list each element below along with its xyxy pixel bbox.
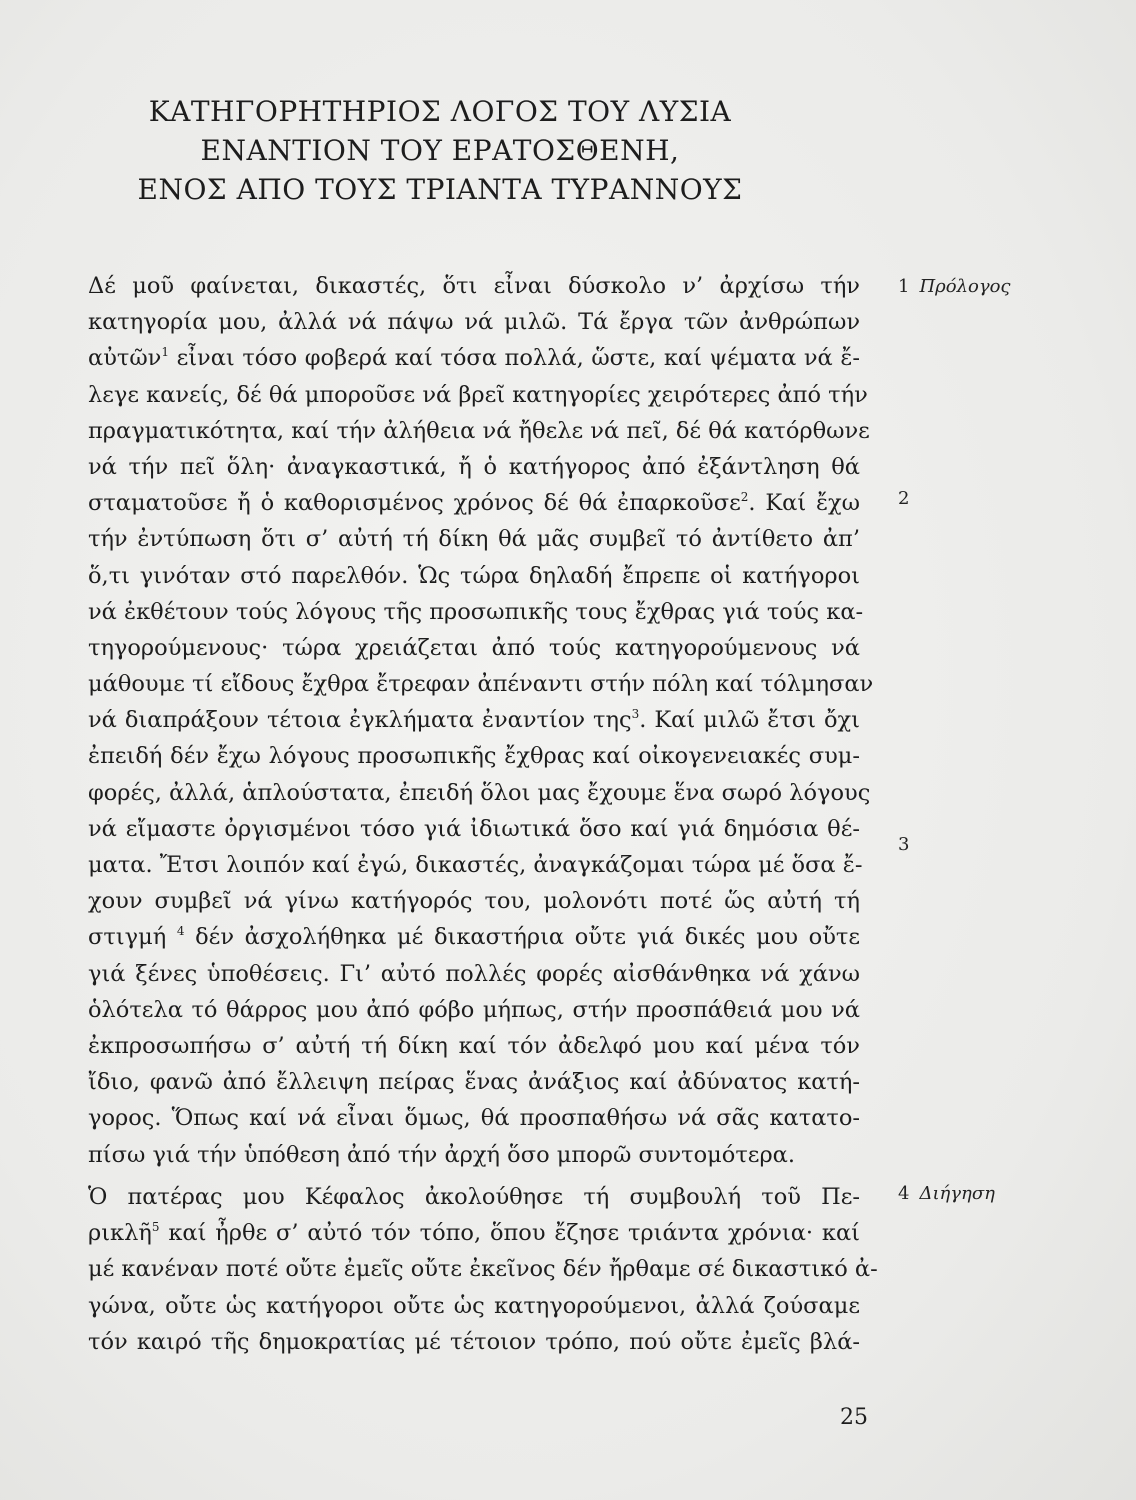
page-number: 25 [840,1405,868,1430]
margin-note-2 [898,488,909,509]
text-line: τήν ἐντύπωση ὅτι σ’ αὐτή τή δίκη θά μᾶς συμβεῖ τό ἀντίθετο ἀπ’ [88,526,860,553]
footnote-marker: 2 [740,490,749,505]
text-line: πίσω γιά τήν ὑπόθεση ἀπό τήν ἀρχή ὅσο μπορῶ συντομότερα. [88,1141,796,1168]
text-line: Ὁ πατέρας μου Κέφαλος ἀκολούθησε τή συμβουλή τοῦ Πε- [88,1184,860,1210]
speech-title [100,92,780,209]
paragraph-prologue [88,268,874,1173]
text-line: χουν συμβεῖ νά γίνω κατήγορός του, μολονότι ποτέ ὥς αὐτή τή [88,888,860,915]
text-line: νά διαπράξουν τέτοια ἐγκλήματα ἐναντίον της$^3$. Καί μιλῶ ἔτσι ὄχι [88,707,860,734]
text-line: σταματοῦσε ἤ ὁ καθορισμένος χρόνος δέ θά ἐπαρκοῦσε$^2$. Καί ἔχω [88,490,860,517]
section-label: Πρόλογος [919,276,1011,297]
text-line: ἴδιο, φανῶ ἀπό ἔλλειψη πείρας ἕνας ἀνάξιος καί ἀδύνατος κατή- [88,1069,860,1096]
text-line: ἐπειδή δέν ἔχω λόγους προσωπικῆς ἔχθρας καί οἰκογενειακές συμ- [88,743,860,770]
text-line: φορές, ἀλλά, ἁπλούστατα, ἐπειδή ὅλοι μας ἔχουμε ἕνα σωρό λόγους [88,779,871,806]
text-line: ἐκπροσωπήσω σ’ αὐτή τή δίκη καί τόν ἀδελφό μου καί μένα τόν [88,1032,860,1059]
text-line: ρικλῆ$^5$ καί ἦρθε σ’ αὐτό τόν τόπο, ὅπου ἔζησε τριάντα χρόνια· καί [88,1220,860,1247]
footnote-marker: 1 [161,345,169,360]
text-line: γορος. Ὅπως καί νά εἶναι ὅμως, θά προσπαθήσω νά σᾶς κατατο- [88,1105,860,1132]
section-number: 2 [898,488,910,509]
section-label: Διήγηση [919,1183,995,1204]
text-line: ὁλότελα τό θάρρος μου ἀπό φόβο μήπως, στήν προσπάθειά μου νά [88,996,860,1023]
footnote-marker: 3 [631,707,640,722]
footnote-marker: 5 [151,1220,160,1235]
text-line: τηγορούμενους· τώρα χρειάζεται ἀπό τούς κατηγορούμενους νά [88,634,860,661]
text-line: γώνα, οὔτε ὡς κατήγοροι οὔτε ὡς κατηγορούμενοι, ἀλλά ζούσαμε [88,1292,860,1319]
text-line: αὐτῶν$^1$ εἶναι τόσο φοβερά καί τόσα πολλά, ὥστε, καί ψέματα νά ἔ- [88,345,860,372]
text-line: ὅ,τι γινόταν στό παρελθόν. Ὡς τώρα δηλαδή ἔπρεπε οἱ κατήγοροι [88,562,860,589]
section-number: 4 [898,1183,910,1204]
paragraph-narration [88,1179,878,1360]
title-line-1: ΚΑΤΗΓΟΡΗΤΗΡΙΟΣ ΛΟΓΟΣ ΤΟΥ ΛΥΣΙΑ [148,95,732,128]
margin-note-4 [898,1183,995,1204]
section-number: 1 [898,276,910,297]
text-line: στιγμή $^4$ δέν ἀσχολήθηκα μέ δικαστήρια οὔτε γιά δικές μου οὔτε [88,924,860,951]
text-line: λεγε κανείς, δέ θά μποροῦσε νά βρεῖ κατηγορίες χειρότερες ἀπό τήν [88,381,868,408]
section-number: 3 [898,834,910,855]
title-line-2: ΕΝΑΝΤΙΟΝ ΤΟΥ ΕΡΑΤΟΣΘΕΝΗ, [200,134,680,167]
text-line: Δέ μοῦ φαίνεται, δικαστές, ὅτι εἶναι δύσκολο ν’ ἀρχίσω τήν [88,273,860,299]
text-line: μέ κανέναν ποτέ οὔτε ἐμεῖς οὔτε ἐκεῖνος δέν ἤρθαμε σέ δικαστικό ἀ- [88,1256,878,1283]
text-line: μάθουμε τί εἴδους ἔχθρα ἔτρεφαν ἀπέναντι στήν πόλη καί τόλμησαν [88,671,874,698]
text-line: νά ἐκθέτουν τούς λόγους τῆς προσωπικῆς τους ἔχθρας γιά τούς κα- [88,598,864,625]
title-line-3: ΕΝΟΣ ΑΠΟ ΤΟΥΣ ΤΡΙΑΝΤΑ ΤΥΡΑΝΝΟΥΣ [137,173,743,206]
text-line: νά τήν πεῖ ὅλη· ἀναγκαστικά, ἤ ὁ κατήγορος ἀπό ἐξάντληση θά [88,453,860,480]
text-line: γιά ξένες ὑποθέσεις. Γι’ αὐτό πολλές φορές αἰσθάνθηκα νά χάνω [88,960,860,987]
footnote-marker: 4 [176,924,185,939]
text-line: ματα. Ἔτσι λοιπόν καί ἐγώ, δικαστές, ἀναγκάζομαι τώρα μέ ὅσα ἔ- [88,852,863,878]
text-line: κατηγορία μου, ἀλλά νά πάψω νά μιλῶ. Τά ἔργα τῶν ἀνθρώπων [88,309,860,336]
text-line: πραγματικότητα, καί τήν ἀλήθεια νά ἤθελε νά πεῖ, δέ θά κατόρθωνε [88,417,870,444]
text-line: νά εἴμαστε ὀργισμένοι τόσο γιά ἰδιωτικά ὅσο καί γιά δημόσια θέ- [88,815,860,842]
margin-note-1 [898,276,1011,297]
margin-note-3 [898,834,909,855]
text-line: τόν καιρό τῆς δημοκρατίας μέ τέτοιον τρόπο, πού οὔτε ἐμεῖς βλά- [88,1328,860,1355]
